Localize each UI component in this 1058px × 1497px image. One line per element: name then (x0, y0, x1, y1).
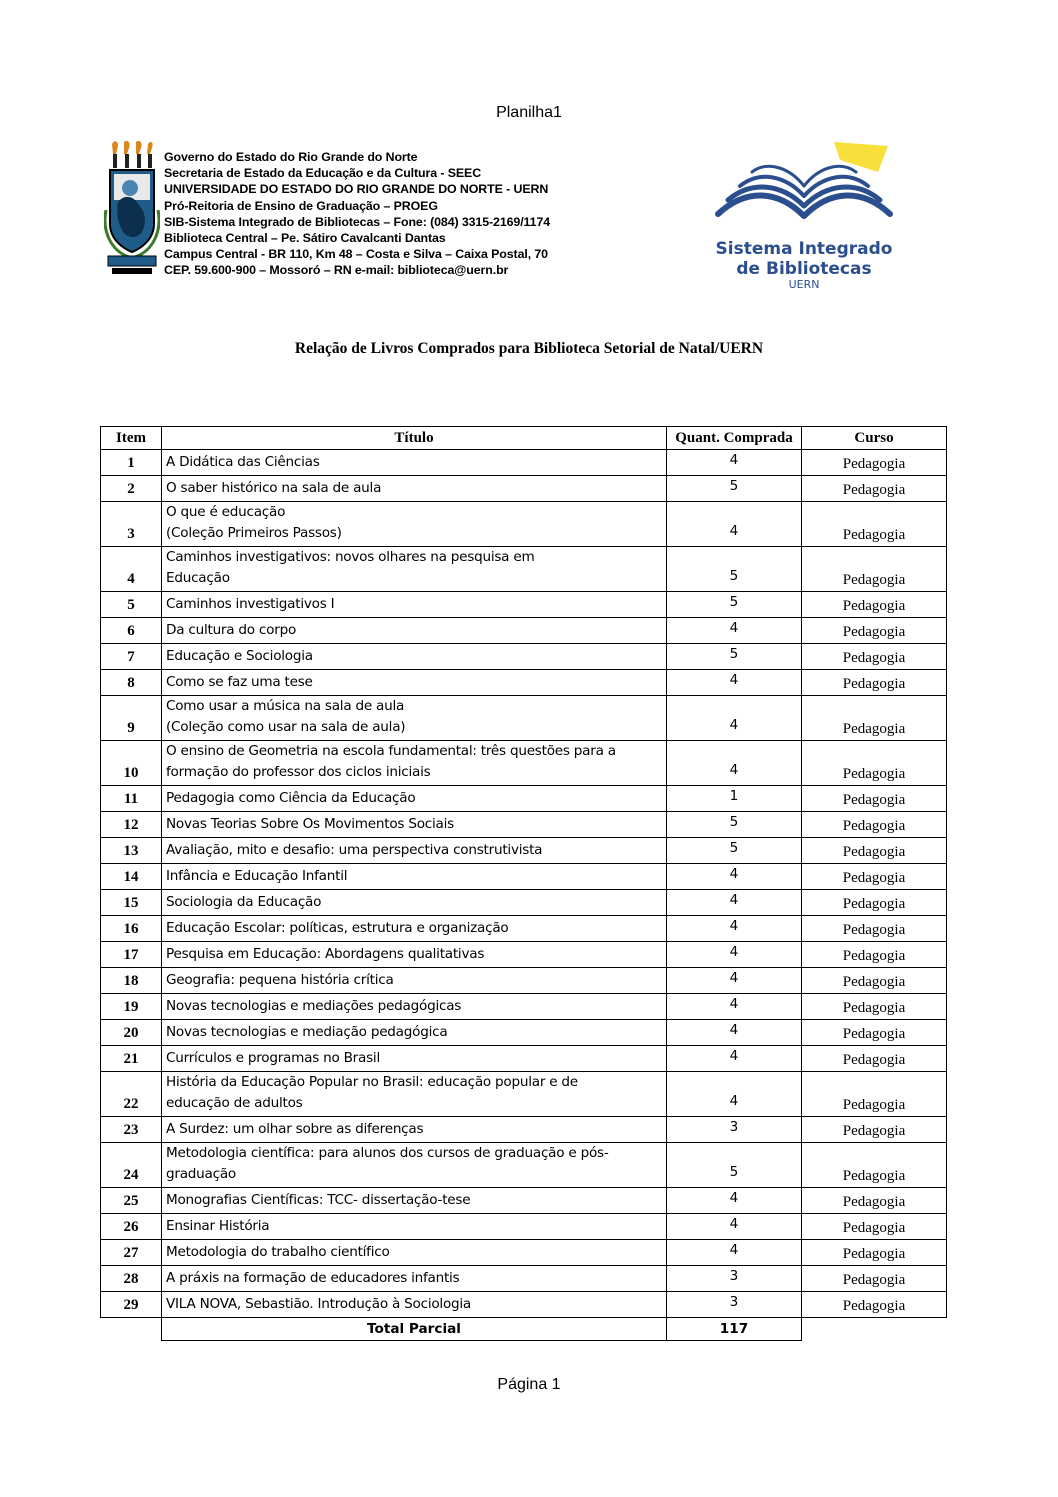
table-row (101, 864, 947, 890)
cell-qty: 1 (667, 786, 802, 812)
cell-item: 16 (101, 916, 162, 942)
cell-title (162, 592, 667, 618)
cell-title (162, 1266, 667, 1292)
cell-item: 18 (101, 968, 162, 994)
cell-qty: 4 (667, 1188, 802, 1214)
table-row (101, 1266, 947, 1292)
letterhead-line: SIB-Sistema Integrado de Bibliotecas – Fone: (084) 3315-2169/1174 (164, 214, 551, 229)
cell-qty: 5 (667, 547, 802, 592)
table-row (101, 547, 947, 592)
cell-title (162, 618, 667, 644)
header-item: Item (101, 427, 162, 450)
cell-qty: 4 (667, 1240, 802, 1266)
cell-qty: 4 (667, 864, 802, 890)
cell-item: 14 (101, 864, 162, 890)
cell-item: 2 (101, 476, 162, 502)
cell-item: 28 (101, 1266, 162, 1292)
title-line: A Didática das Ciências (166, 454, 320, 470)
cell-course: Pedagogia (802, 1117, 947, 1143)
cell-item: 15 (101, 890, 162, 916)
cell-course: Pedagogia (802, 547, 947, 592)
title-line: Monografias Científicas: TCC- dissertação-tese (166, 1192, 471, 1208)
cell-item: 11 (101, 786, 162, 812)
table-row (101, 838, 947, 864)
title-line: A Surdez: um olhar sobre as diferenças (166, 1121, 424, 1137)
cell-item: 3 (101, 502, 162, 547)
letterhead-line: Pró-Reitoria de Ensino de Graduação – PROEG (164, 198, 438, 213)
cell-course: Pedagogia (802, 1188, 947, 1214)
cell-course: Pedagogia (802, 916, 947, 942)
letterhead-line: Governo do Estado do Rio Grande do Norte (164, 150, 418, 164)
cell-title (162, 1072, 667, 1117)
cell-title (162, 1292, 667, 1318)
uern-crest-icon (104, 140, 160, 280)
cell-item: 20 (101, 1020, 162, 1046)
cell-qty: 4 (667, 502, 802, 547)
table-row (101, 786, 947, 812)
cell-item: 6 (101, 618, 162, 644)
cell-course: Pedagogia (802, 864, 947, 890)
title-line: Novas tecnologias e mediação pedagógica (166, 1024, 448, 1040)
table-row (101, 696, 947, 741)
cell-title (162, 1020, 667, 1046)
table-row (101, 502, 947, 547)
cell-item: 5 (101, 592, 162, 618)
table-row (101, 994, 947, 1020)
cell-qty: 4 (667, 618, 802, 644)
table-body (101, 450, 947, 1318)
cell-qty: 4 (667, 450, 802, 476)
cell-qty: 4 (667, 741, 802, 786)
cell-course: Pedagogia (802, 1020, 947, 1046)
title-line: Pedagogia como Ciência da Educação (166, 790, 416, 806)
cell-title (162, 1143, 667, 1188)
letterhead-line: Secretaria de Estado da Educação e da Cultura - SEEC (164, 166, 482, 181)
letterhead-line: UNIVERSIDADE DO ESTADO DO RIO GRANDE DO NORTE - UERN (164, 182, 549, 197)
cell-item: 4 (101, 547, 162, 592)
table-row (101, 812, 947, 838)
cell-qty: 4 (667, 1020, 802, 1046)
cell-item: 23 (101, 1117, 162, 1143)
cell-title (162, 1214, 667, 1240)
table-row (101, 476, 947, 502)
table-row (101, 1188, 947, 1214)
letterhead-line: Biblioteca Central – Pe. Sátiro Cavalcanti Dantas (164, 231, 446, 246)
cell-course: Pedagogia (802, 741, 947, 786)
table-row (101, 1046, 947, 1072)
letterhead-line: CEP. 59.600-900 – Mossoró – RN e-mail: biblioteca@uern.br (164, 263, 509, 278)
title-line: A práxis na formação de educadores infantis (166, 1270, 460, 1286)
cell-title (162, 916, 667, 942)
table-row (101, 1143, 947, 1188)
header-title: Título (162, 427, 667, 450)
cell-title (162, 476, 667, 502)
cell-qty: 3 (667, 1292, 802, 1318)
cell-title (162, 838, 667, 864)
table-row (101, 1117, 947, 1143)
total-row (101, 1318, 947, 1341)
table-row (101, 942, 947, 968)
title-line: O saber histórico na sala de aula (166, 480, 382, 496)
title-line: Caminhos investigativos I (166, 596, 335, 612)
cell-qty: 4 (667, 890, 802, 916)
cell-course: Pedagogia (802, 502, 947, 547)
cell-title (162, 968, 667, 994)
cell-title (162, 450, 667, 476)
cell-item: 26 (101, 1214, 162, 1240)
cell-course: Pedagogia (802, 838, 947, 864)
logo-title: Sistema Integrado (715, 239, 893, 259)
table-row (101, 670, 947, 696)
title-line: Metodologia científica: para alunos dos cursos de graduação e pós- (166, 1145, 609, 1161)
logo-org: UERN (788, 278, 820, 291)
table-header-row (101, 427, 947, 450)
cell-course: Pedagogia (802, 1292, 947, 1318)
table-row (101, 890, 947, 916)
cell-item: 25 (101, 1188, 162, 1214)
table-row (101, 618, 947, 644)
cell-item: 8 (101, 670, 162, 696)
cell-qty: 5 (667, 592, 802, 618)
cell-title (162, 786, 667, 812)
cell-qty: 4 (667, 1072, 802, 1117)
document-title: Relação de Livros Comprados para Biblioteca Setorial de Natal/UERN (294, 340, 764, 357)
cell-qty: 4 (667, 1214, 802, 1240)
table-row (101, 1072, 947, 1117)
cell-course: Pedagogia (802, 644, 947, 670)
cell-course: Pedagogia (802, 618, 947, 644)
cell-title (162, 812, 667, 838)
title-line: Educação Escolar: políticas, estrutura e organização (166, 920, 509, 936)
title-line: Educação (166, 570, 230, 586)
cell-title (162, 1240, 667, 1266)
cell-qty: 4 (667, 670, 802, 696)
open-book-icon (706, 138, 902, 238)
cell-title (162, 994, 667, 1020)
cell-title (162, 741, 667, 786)
cell-title (162, 1188, 667, 1214)
table-row (101, 592, 947, 618)
title-line: O ensino de Geometria na escola fundamental: três questões para a (166, 743, 616, 759)
cell-course: Pedagogia (802, 1266, 947, 1292)
cell-qty: 5 (667, 476, 802, 502)
title-line: Novas tecnologias e mediações pedagógicas (166, 998, 462, 1014)
title-line: Geografia: pequena história crítica (166, 972, 394, 988)
cell-item: 13 (101, 838, 162, 864)
cell-qty: 4 (667, 696, 802, 741)
cell-course: Pedagogia (802, 968, 947, 994)
cell-qty: 3 (667, 1117, 802, 1143)
letterhead (164, 149, 550, 279)
total-value: 117 (667, 1318, 802, 1341)
cell-item: 29 (101, 1292, 162, 1318)
sib-logo (706, 138, 902, 298)
cell-course: Pedagogia (802, 1214, 947, 1240)
cell-title (162, 696, 667, 741)
title-line: Metodologia do trabalho científico (166, 1244, 390, 1260)
cell-title (162, 1117, 667, 1143)
cell-item: 22 (101, 1072, 162, 1117)
table-row (101, 644, 947, 670)
title-line: Educação e Sociologia (166, 648, 313, 664)
header-qty: Quant. Comprada (667, 427, 802, 450)
cell-course: Pedagogia (802, 592, 947, 618)
cell-qty: 4 (667, 942, 802, 968)
cell-course: Pedagogia (802, 786, 947, 812)
cell-item: 1 (101, 450, 162, 476)
cell-item: 19 (101, 994, 162, 1020)
cell-qty: 5 (667, 1143, 802, 1188)
table-row (101, 916, 947, 942)
table-row (101, 1292, 947, 1318)
title-line: Infância e Educação Infantil (166, 868, 348, 884)
cell-course: Pedagogia (802, 890, 947, 916)
cell-course: Pedagogia (802, 450, 947, 476)
table-row (101, 1020, 947, 1046)
title-line: Caminhos investigativos: novos olhares na pesquisa em (166, 549, 535, 565)
title-line: Sociologia da Educação (166, 894, 322, 910)
logo-subtitle: de Bibliotecas (736, 259, 872, 279)
cell-item: 24 (101, 1143, 162, 1188)
cell-course: Pedagogia (802, 1143, 947, 1188)
cell-item: 10 (101, 741, 162, 786)
cell-course: Pedagogia (802, 696, 947, 741)
title-line: Ensinar História (166, 1218, 270, 1234)
title-line: O que é educação (166, 504, 286, 520)
title-line: Currículos e programas no Brasil (166, 1050, 380, 1066)
cell-title (162, 864, 667, 890)
cell-qty: 4 (667, 916, 802, 942)
title-line: (Coleção Primeiros Passos) (166, 525, 342, 541)
page-number: Página 1 (497, 1376, 561, 1393)
title-line: educação de adultos (166, 1095, 303, 1111)
cell-title (162, 670, 667, 696)
cell-title (162, 942, 667, 968)
table-row (101, 968, 947, 994)
title-line: Como se faz uma tese (166, 674, 313, 690)
table-row (101, 1240, 947, 1266)
cell-qty: 4 (667, 968, 802, 994)
cell-title (162, 644, 667, 670)
books-table (100, 426, 947, 1341)
cell-item: 21 (101, 1046, 162, 1072)
cell-qty: 3 (667, 1266, 802, 1292)
cell-title (162, 502, 667, 547)
total-label: Total Parcial (162, 1318, 667, 1341)
title-line: Como usar a música na sala de aula (166, 698, 405, 714)
cell-qty: 5 (667, 812, 802, 838)
cell-qty: 5 (667, 644, 802, 670)
cell-course: Pedagogia (802, 1240, 947, 1266)
cell-course: Pedagogia (802, 670, 947, 696)
table-row (101, 1214, 947, 1240)
cell-item: 27 (101, 1240, 162, 1266)
cell-item: 12 (101, 812, 162, 838)
cell-title (162, 890, 667, 916)
cell-qty: 4 (667, 994, 802, 1020)
title-line: VILA NOVA, Sebastião. Introdução à Sociologia (166, 1296, 471, 1312)
title-line: (Coleção como usar na sala de aula) (166, 719, 406, 735)
cell-title (162, 547, 667, 592)
title-line: formação do professor dos ciclos iniciais (166, 764, 431, 780)
table-row (101, 450, 947, 476)
title-line: Avaliação, mito e desafio: uma perspectiva construtivista (166, 842, 543, 858)
cell-course: Pedagogia (802, 942, 947, 968)
title-line: História da Educação Popular no Brasil: educação popular e de (166, 1074, 578, 1090)
cell-qty: 4 (667, 1046, 802, 1072)
cell-course: Pedagogia (802, 476, 947, 502)
cell-title (162, 1046, 667, 1072)
header-course: Curso (802, 427, 947, 450)
cell-item: 7 (101, 644, 162, 670)
cell-course: Pedagogia (802, 812, 947, 838)
title-line: graduação (166, 1166, 236, 1182)
cell-item: 9 (101, 696, 162, 741)
letterhead-line: Campus Central - BR 110, Km 48 – Costa e Silva – Caixa Postal, 70 (164, 247, 548, 262)
cell-qty: 5 (667, 838, 802, 864)
cell-item: 17 (101, 942, 162, 968)
table-row (101, 741, 947, 786)
title-line: Novas Teorias Sobre Os Movimentos Sociais (166, 816, 454, 832)
title-line: Pesquisa em Educação: Abordagens qualitativas (166, 946, 485, 962)
cell-course: Pedagogia (802, 994, 947, 1020)
sheet-name: Planilha1 (496, 104, 562, 121)
cell-course: Pedagogia (802, 1046, 947, 1072)
cell-course: Pedagogia (802, 1072, 947, 1117)
title-line: Da cultura do corpo (166, 622, 297, 638)
